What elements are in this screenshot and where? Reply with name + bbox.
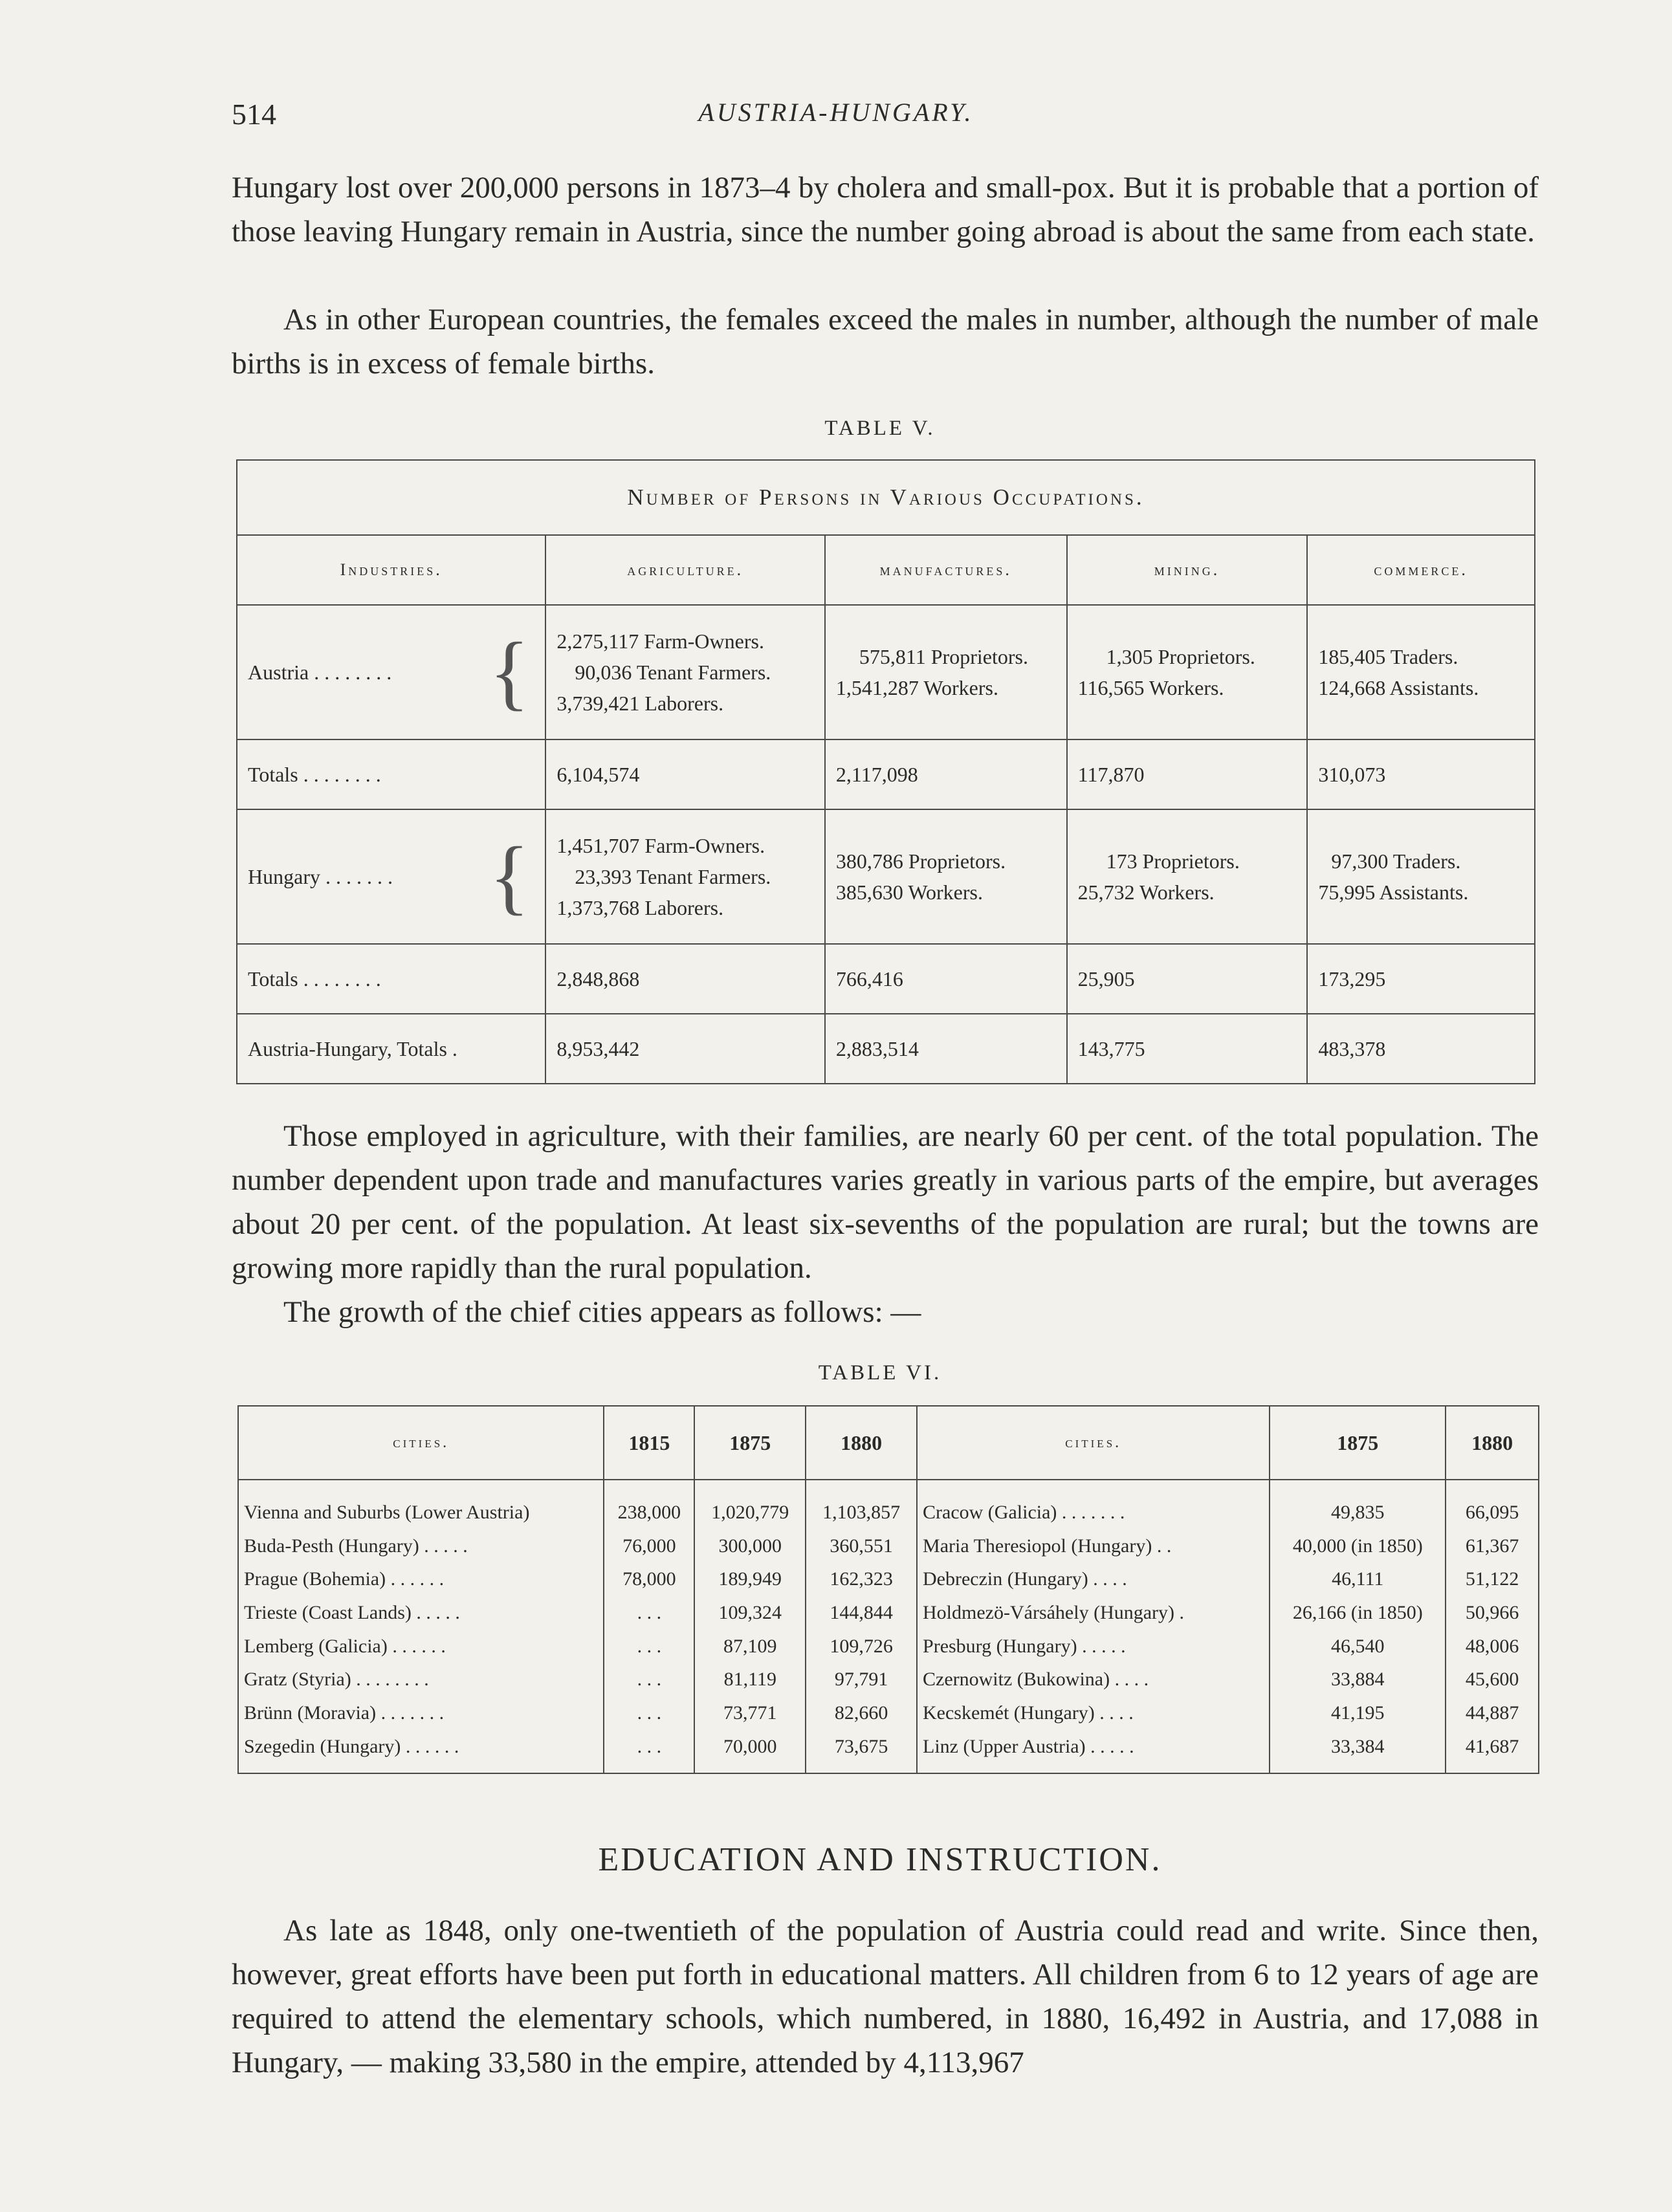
- population-cell: 33,884: [1270, 1663, 1446, 1697]
- population-cell: . . .: [604, 1596, 694, 1630]
- cell-line: 1,305 Proprietors.: [1106, 645, 1255, 668]
- hungary-agriculture: [545, 809, 825, 944]
- population-cell: 109,726: [806, 1630, 917, 1663]
- city-name-cell: Debreczin (Hungary) . . . .: [917, 1563, 1270, 1597]
- paragraph-agriculture: Those employed in agriculture, with their families, are nearly 60 per cent. of the total population. The number dependent upon trade and manufactures varies greatly in various parts of the empire, but averages about 20 per cent. of the population. At least six-sevenths of the population are rural; but the towns are growing more rapidly than the rural population.: [232, 1119, 1539, 1285]
- population-cell: 51,122: [1446, 1563, 1539, 1597]
- population-cell: 78,000: [604, 1563, 694, 1597]
- hungary-label: Hungary . . . . . . .: [248, 864, 393, 888]
- population-cell: 41,195: [1270, 1696, 1446, 1730]
- city-name-cell: Linz (Upper Austria) . . . . .: [917, 1730, 1270, 1773]
- city-name-cell: Vienna and Suburbs (Lower Austria): [238, 1480, 604, 1529]
- population-cell: 73,771: [694, 1696, 806, 1730]
- header-cities-left: cities.: [238, 1406, 604, 1480]
- austria-agriculture: [545, 605, 825, 739]
- population-cell: 41,687: [1446, 1730, 1539, 1773]
- city-name-cell: Lemberg (Galicia) . . . . . .: [238, 1630, 604, 1663]
- grand-totals-manufactures: 2,883,514: [825, 1014, 1067, 1084]
- population-cell: . . .: [604, 1696, 694, 1730]
- table-v-occupations: [236, 459, 1535, 1084]
- table-vi-body: [238, 1480, 1539, 1773]
- city-name-cell: Trieste (Coast Lands) . . . . .: [238, 1596, 604, 1630]
- city-name-cell: Buda-Pesth (Hungary) . . . . .: [238, 1529, 604, 1563]
- population-cell: 87,109: [694, 1630, 806, 1663]
- cell-line: 185,405 Traders.: [1318, 645, 1458, 668]
- hungary-totals-agriculture: 2,848,868: [545, 944, 825, 1014]
- city-name-cell: Holdmezö-Vársáhely (Hungary) .: [917, 1596, 1270, 1630]
- grand-totals-agriculture: 8,953,442: [545, 1014, 825, 1084]
- cell-line: 124,668 Assistants.: [1318, 676, 1479, 699]
- cell-line: 380,786 Proprietors.: [835, 849, 1006, 873]
- population-cell: . . .: [604, 1730, 694, 1773]
- running-head: AUSTRIA-HUNGARY.: [698, 98, 974, 127]
- table-row: [238, 1663, 1539, 1697]
- population-cell: 189,949: [694, 1563, 806, 1597]
- population-cell: 48,006: [1446, 1630, 1539, 1663]
- population-cell: 45,600: [1446, 1663, 1539, 1697]
- population-cell: . . .: [604, 1663, 694, 1697]
- population-cell: . . .: [604, 1630, 694, 1663]
- hungary-commerce: [1307, 809, 1535, 944]
- population-cell: 70,000: [694, 1730, 806, 1773]
- population-cell: 73,675: [806, 1730, 917, 1773]
- hungary-totals-label: Totals . . . . . . . .: [237, 944, 545, 1014]
- table-row: [238, 1563, 1539, 1597]
- table-row: [238, 1480, 1539, 1529]
- population-cell: 26,166 (in 1850): [1270, 1596, 1446, 1630]
- population-cell: 144,844: [806, 1596, 917, 1630]
- cell-line: 575,811 Proprietors.: [859, 645, 1028, 668]
- cell-line: 3,739,421 Laborers.: [556, 692, 724, 715]
- austria-totals-commerce: 310,073: [1307, 739, 1535, 809]
- row-label-hungary: [237, 809, 545, 944]
- city-name-cell: Kecskemét (Hungary) . . . .: [917, 1696, 1270, 1730]
- population-cell: 46,111: [1270, 1563, 1446, 1597]
- population-cell: 238,000: [604, 1480, 694, 1529]
- population-cell: 162,323: [806, 1563, 917, 1597]
- austria-mining: [1067, 605, 1308, 739]
- city-name-cell: Szegedin (Hungary) . . . . . .: [238, 1730, 604, 1773]
- population-cell: 81,119: [694, 1663, 806, 1697]
- population-cell: 1,103,857: [806, 1480, 917, 1529]
- population-cell: 109,324: [694, 1596, 806, 1630]
- population-cell: 50,966: [1446, 1596, 1539, 1630]
- cell-line: 75,995 Assistants.: [1318, 881, 1469, 904]
- austria-totals-agriculture: 6,104,574: [545, 739, 825, 809]
- city-name-cell: Brünn (Moravia) . . . . . . .: [238, 1696, 604, 1730]
- city-name-cell: Presburg (Hungary) . . . . .: [917, 1630, 1270, 1663]
- city-name-cell: Cracow (Galicia) . . . . . . .: [917, 1480, 1270, 1529]
- table-v-banner: Number of Persons in Various Occupations.: [237, 460, 1535, 535]
- hungary-mining: [1067, 809, 1308, 944]
- grand-totals-mining: 143,775: [1067, 1014, 1308, 1084]
- city-name-cell: Czernowitz (Bukowina) . . . .: [917, 1663, 1270, 1697]
- population-cell: 44,887: [1446, 1696, 1539, 1730]
- population-cell: 40,000 (in 1850): [1270, 1529, 1446, 1563]
- header-1875-right: 1875: [1270, 1406, 1446, 1480]
- cell-line: 25,732 Workers.: [1077, 881, 1215, 904]
- city-name-cell: Maria Theresiopol (Hungary) . .: [917, 1529, 1270, 1563]
- city-name-cell: Prague (Bohemia) . . . . . .: [238, 1563, 604, 1597]
- cell-line: 97,300 Traders.: [1331, 849, 1461, 873]
- header-manufactures: manufactures.: [825, 535, 1067, 605]
- cell-line: 385,630 Workers.: [835, 881, 983, 904]
- header-cities-right: cities.: [917, 1406, 1270, 1480]
- population-cell: 300,000: [694, 1529, 806, 1563]
- austria-totals-manufactures: 2,117,098: [825, 739, 1067, 809]
- table-vi-caption: TABLE VI.: [818, 1361, 942, 1385]
- grand-totals-commerce: 483,378: [1307, 1014, 1535, 1084]
- cell-line: 1,451,707 Farm-Owners.: [556, 834, 765, 857]
- cell-line: 173 Proprietors.: [1106, 849, 1240, 873]
- header-commerce: commerce.: [1307, 535, 1535, 605]
- population-cell: 66,095: [1446, 1480, 1539, 1529]
- brace-icon: {: [489, 830, 530, 923]
- table-row: [238, 1696, 1539, 1730]
- population-cell: 61,367: [1446, 1529, 1539, 1563]
- header-1875-left: 1875: [694, 1406, 806, 1480]
- header-industries: Industries.: [237, 535, 545, 605]
- population-cell: 76,000: [604, 1529, 694, 1563]
- population-cell: 33,384: [1270, 1730, 1446, 1773]
- paragraph-cholera: Hungary lost over 200,000 persons in 1873–4 by cholera and small-pox. But it is probable that a portion of those leaving Hungary remain in Austria, since the number going abroad is about the same from each state.: [232, 171, 1539, 248]
- cell-line: 2,275,117 Farm-Owners.: [556, 630, 764, 653]
- brace-icon: {: [489, 626, 530, 719]
- hungary-totals-manufactures: 766,416: [825, 944, 1067, 1014]
- population-cell: 46,540: [1270, 1630, 1446, 1663]
- row-label-austria: [237, 605, 545, 739]
- population-cell: 1,020,779: [694, 1480, 806, 1529]
- cell-line: 116,565 Workers.: [1077, 676, 1224, 699]
- header-1880-left: 1880: [806, 1406, 917, 1480]
- cell-line: 1,373,768 Laborers.: [556, 896, 724, 919]
- section-heading: EDUCATION AND INSTRUCTION.: [598, 1841, 1162, 1878]
- austria-totals-mining: 117,870: [1067, 739, 1308, 809]
- header-mining: mining.: [1067, 535, 1308, 605]
- header-agriculture: agriculture.: [545, 535, 825, 605]
- hungary-manufactures: [825, 809, 1067, 944]
- cell-line: 23,393 Tenant Farmers.: [575, 865, 771, 888]
- table-row: [238, 1630, 1539, 1663]
- header-1815: 1815: [604, 1406, 694, 1480]
- austria-label: Austria . . . . . . . .: [248, 660, 392, 684]
- austria-manufactures: [825, 605, 1067, 739]
- page-number: 514: [232, 98, 276, 131]
- population-cell: 97,791: [806, 1663, 917, 1697]
- paragraph-education: As late as 1848, only one-twentieth of the population of Austria could read and write. Since then, however, great efforts have been put forth in educational matters. All children from 6 to 12 years of age are required to attend the elementary schools, which numbered, in 1880, 16,492 in Austria, and 17,088 in Hungary, — making 33,580 in the empire, attended by 4,113,967: [232, 1914, 1539, 2079]
- cell-line: 90,036 Tenant Farmers.: [575, 661, 771, 684]
- paragraph-females: As in other European countries, the females exceed the males in number, although the number of male births is in excess of female births.: [232, 303, 1539, 380]
- header-1880-right: 1880: [1446, 1406, 1539, 1480]
- population-cell: 82,660: [806, 1696, 917, 1730]
- population-cell: 360,551: [806, 1529, 917, 1563]
- city-name-cell: Gratz (Styria) . . . . . . . .: [238, 1663, 604, 1697]
- table-vi-cities: [237, 1405, 1539, 1774]
- table-row: [238, 1529, 1539, 1563]
- population-cell: 49,835: [1270, 1480, 1446, 1529]
- table-v-caption: TABLE V.: [824, 417, 936, 440]
- hungary-totals-commerce: 173,295: [1307, 944, 1535, 1014]
- austria-totals-label: Totals . . . . . . . .: [237, 739, 545, 809]
- austria-commerce: [1307, 605, 1535, 739]
- hungary-totals-mining: 25,905: [1067, 944, 1308, 1014]
- cell-line: 1,541,287 Workers.: [835, 676, 998, 699]
- table-row: [238, 1596, 1539, 1630]
- grand-totals-label: Austria-Hungary, Totals .: [237, 1014, 545, 1084]
- paragraph-growth: The growth of the chief cities appears as follows: —: [283, 1295, 921, 1329]
- table-row: [238, 1730, 1539, 1773]
